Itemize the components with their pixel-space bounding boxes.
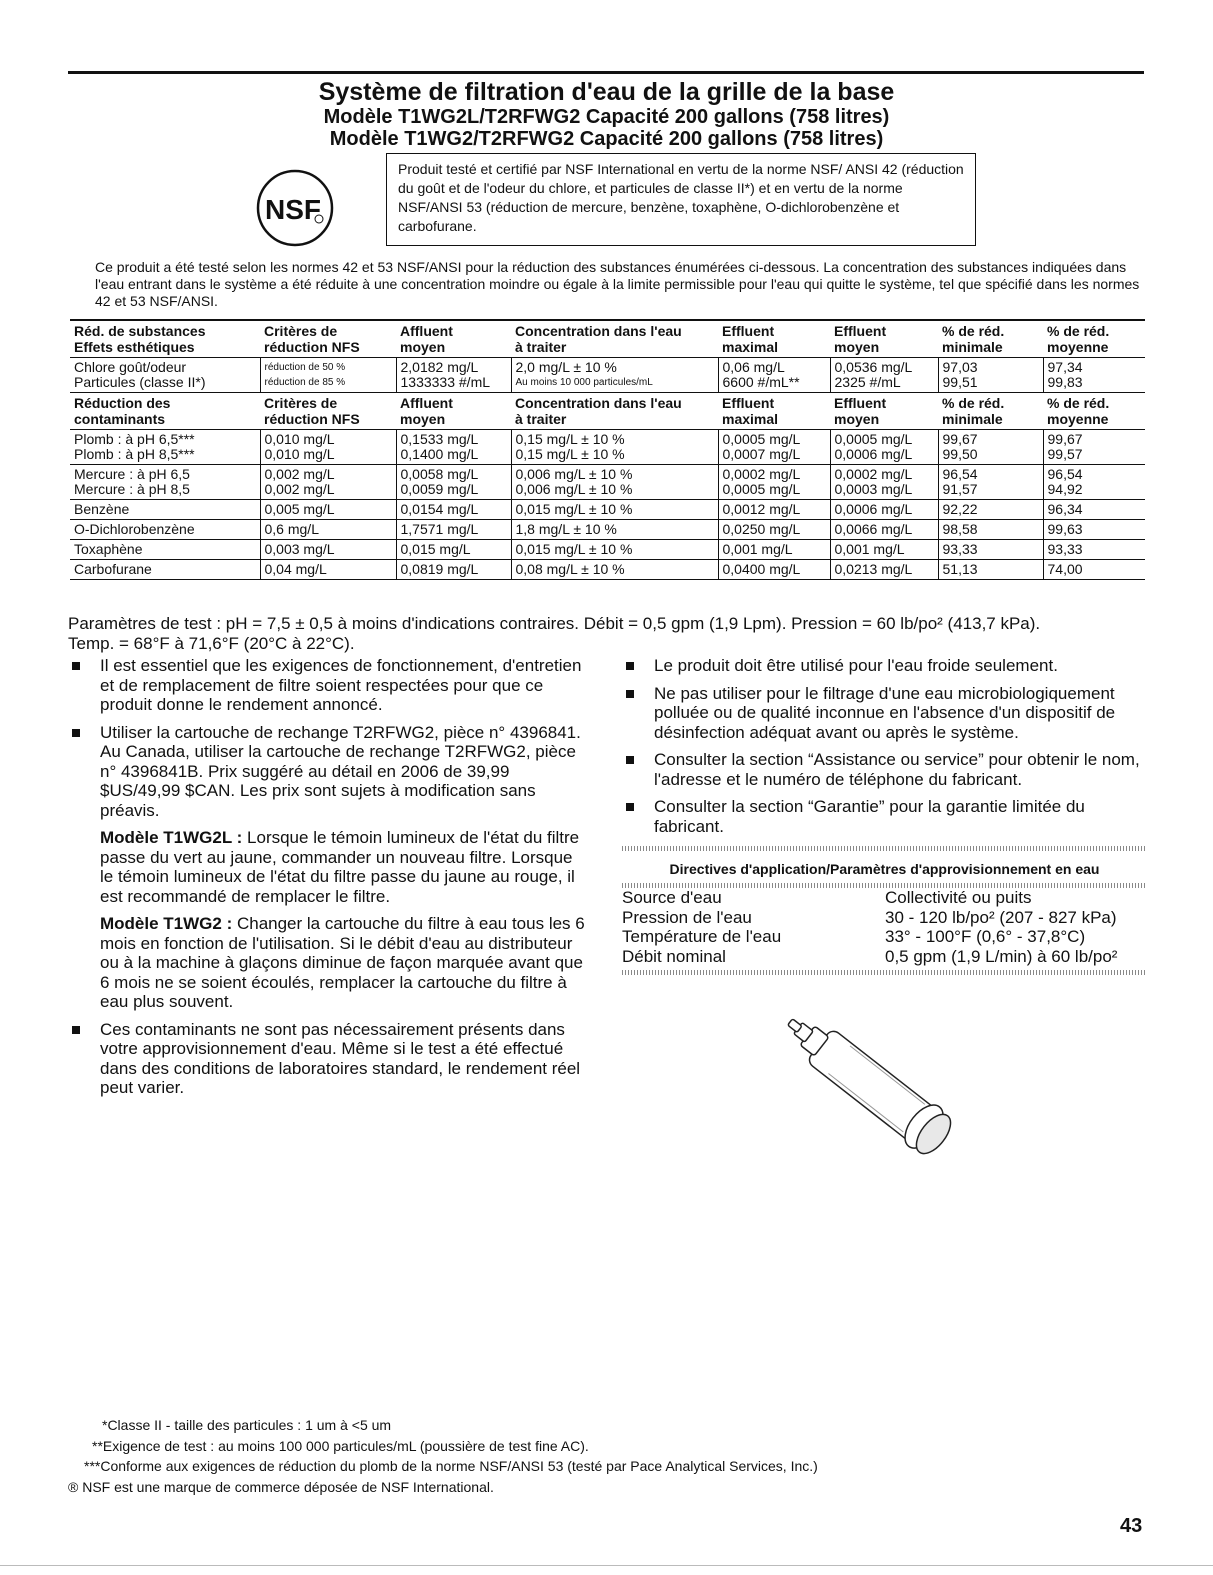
table-cell: Carbofurane	[70, 560, 260, 580]
bullet-icon	[626, 690, 634, 698]
table-cell: Mercure : à pH 6,5 Mercure : à pH 8,5	[70, 465, 260, 500]
table-cell: 0,0006 mg/L	[830, 500, 938, 520]
header-cell: Concentration dans l'eau à traiter	[511, 320, 718, 358]
table-cell: 2,0 mg/L ± 10 % Au moins 10 000 particules/mL	[511, 358, 718, 393]
table-cell: Benzène	[70, 500, 260, 520]
table-row	[70, 560, 1145, 580]
table-cell: 0,0819 mg/L	[396, 560, 511, 580]
table-row	[70, 500, 1145, 520]
bullet-icon	[72, 1026, 80, 1034]
table-cell: 0,015 mg/L ± 10 %	[511, 500, 718, 520]
table-cell: 0,0058 mg/L 0,0059 mg/L	[396, 465, 511, 500]
directive-row: Température de l'eau 33° - 100°F (0,6° - 37,8°C)	[622, 927, 1086, 946]
bottom-rule	[0, 1565, 1213, 1566]
table-cell: Toxaphène	[70, 540, 260, 560]
table-cell: 0,0536 mg/L 2325 #/mL	[830, 358, 938, 393]
title-block	[0, 78, 1213, 150]
table-cell: 96,34	[1043, 500, 1145, 520]
bullet-icon	[626, 662, 634, 670]
table-row	[70, 358, 1145, 393]
table-cell: 99,63	[1043, 520, 1145, 540]
nsf-logo-text: NSF	[265, 194, 321, 225]
table-header-row	[70, 320, 1145, 358]
test-params-line-1: Paramètres de test : pH = 7,5 ± 0,5 à moins d'indications contraires. Débit = 0,5 gpm (1,9 Lpm). Pression = 60 lb/po² (413,7 kPa).	[68, 614, 1041, 633]
header-cell: Affluent moyen	[400, 395, 453, 427]
footnote-1: *Classe II - taille des particules : 1 um à <5 um	[102, 1417, 392, 1433]
table-row	[70, 520, 1145, 540]
table-cell: 0,0002 mg/L 0,0003 mg/L	[830, 465, 938, 500]
table-cell: Plomb : à pH 6,5*** Plomb : à pH 8,5***	[70, 430, 260, 465]
table-cell: 0,0066 mg/L	[830, 520, 938, 540]
table-cell: 0,04 mg/L	[260, 560, 396, 580]
table-cell: 0,001 mg/L	[718, 540, 830, 560]
table-cell: 2,0182 mg/L 1333333 #/mL	[396, 358, 511, 393]
footnotes	[68, 1415, 1068, 1497]
table-cell: 0,015 mg/L ± 10 %	[511, 540, 718, 560]
directive-row: Débit nominal 0,5 gpm (1,9 L/min) à 60 lb/po²	[622, 946, 1118, 966]
table-cell: 0,06 mg/L 6600 #/mL**	[718, 358, 830, 393]
header-cell: Affluent moyen	[396, 320, 511, 358]
header-cell: % de réd. moyenne	[1047, 395, 1110, 427]
table-cell: 99,67 99,50	[938, 430, 1043, 465]
list-item: Consulter la section “Garantie” pour la garantie limitée du fabricant.	[622, 797, 1147, 836]
table-cell: 0,010 mg/L 0,010 mg/L	[260, 430, 396, 465]
hatch-divider	[622, 970, 1147, 975]
table-cell: 92,22	[938, 500, 1043, 520]
table-cell: 0,003 mg/L	[260, 540, 396, 560]
filter-cartridge-illustration	[760, 1012, 990, 1162]
header-cell: % de réd. minimale	[938, 320, 1043, 358]
table-cell: 0,001 mg/L	[830, 540, 938, 560]
table-cell: 97,34 99,83	[1043, 358, 1145, 393]
table-cell: O-Dichlorobenzène	[70, 520, 260, 540]
table-cell: 0,0250 mg/L	[718, 520, 830, 540]
model-t1wg2-note: Modèle T1WG2 : Changer la cartouche du filtre à eau tous les 6 mois en fonction de l'utilisation. Si le débit d'eau au distributeur ou à la machine à glaçons diminue de façon marquée avant que 6 mois ne se soient écoulés, remplacer la cartouche du filtre à eau plus souvent.	[100, 914, 585, 1011]
directives-block	[622, 846, 1147, 975]
bullet-icon	[626, 756, 634, 764]
footnote-3: ***Conforme aux exigences de réduction du plomb de la norme NSF/ANSI 53 (testé par Pace Analytical Services, Inc.)	[84, 1458, 818, 1474]
list-item: Il est essentiel que les exigences de fonctionnement, d'entretien et de remplacement de filtre soient respectées pour que ce produit donne le rendement annoncé.	[68, 656, 588, 715]
table-cell: 96,54 94,92	[1043, 465, 1145, 500]
footnote-2: **Exigence de test : au moins 100 000 particules/mL (poussière de test fine AC).	[92, 1437, 589, 1454]
table-cell: 0,006 mg/L ± 10 % 0,006 mg/L ± 10 %	[511, 465, 718, 500]
top-rule	[68, 71, 1144, 74]
header-cell: Effluent maximal	[718, 320, 830, 358]
table-cell: 0,08 mg/L ± 10 %	[511, 560, 718, 580]
directive-row: Source d'eau Collectivité ou puits	[622, 888, 1032, 907]
table-cell: 1,8 mg/L ± 10 %	[511, 520, 718, 540]
directive-row: Pression de l'eau 30 - 120 lb/po² (207 - 827 kPa)	[622, 907, 1117, 927]
bullet-icon	[72, 662, 80, 670]
header-cell: % de réd. moyenne	[1043, 320, 1145, 358]
table-cell: 0,1533 mg/L 0,1400 mg/L	[396, 430, 511, 465]
table-cell: 0,15 mg/L ± 10 % 0,15 mg/L ± 10 %	[511, 430, 718, 465]
table-cell: 0,0002 mg/L 0,0005 mg/L	[718, 465, 830, 500]
table-cell: 96,54 91,57	[938, 465, 1043, 500]
header-cell: Critères de réduction NFS	[264, 395, 360, 427]
header-cell: Effluent moyen	[830, 320, 938, 358]
table-cell: 0,005 mg/L	[260, 500, 396, 520]
right-column	[622, 656, 1147, 844]
left-column	[68, 656, 588, 1106]
table-cell: 93,33	[938, 540, 1043, 560]
bullet-icon	[626, 803, 634, 811]
table-cell: 51,13	[938, 560, 1043, 580]
nsf-certification-box: Produit testé et certifié par NSF International en vertu de la norme NSF/ ANSI 42 (réduction du goût et de l'odeur du chlore, et particules de classe II*) et en vertu de la norme NSF/ANSI 53 (réduction de mercure, benzène, toxaphène, O-dichlorobenzène et carbofurane.	[386, 153, 976, 246]
header-cell: % de réd. minimale	[942, 395, 1005, 427]
list-item: Le produit doit être utilisé pour l'eau froide seulement.	[622, 656, 1147, 676]
table-cell: 98,58	[938, 520, 1043, 540]
directives-rows	[622, 888, 1147, 966]
table-row	[70, 540, 1145, 560]
table-cell: 0,0154 mg/L	[396, 500, 511, 520]
header-cell: Réduction des contaminants	[74, 395, 171, 427]
test-params-line-2: Temp. = 68°F à 71,6°F (20°C à 22°C).	[68, 634, 355, 653]
nsf-logo-icon	[255, 168, 335, 248]
bullet-icon	[72, 729, 80, 737]
list-item: Utiliser la cartouche de rechange T2RFWG2, pièce n° 4396841. Au Canada, utiliser la cartouche de rechange T2RFWG2, pièce n° 4396841B. Prix suggéré au détail en 2006 de 39,99 $US/49,99 $CAN. Les prix sont sujets à modification sans préavis.	[68, 723, 588, 821]
list-item: Ces contaminants ne sont pas nécessairement présents dans votre approvisionnement d'eau. Même si le test a été effectué dans des conditions de laboratoires standard, le rendement réel peut varier.	[68, 1020, 588, 1098]
table-header-row	[70, 393, 1145, 430]
table-cell: Chlore goût/odeur Particules (classe II*)	[70, 358, 260, 393]
test-parameters	[68, 614, 1148, 654]
header-cell: Concentration dans l'eau à traiter	[515, 395, 682, 427]
table-cell: 1,7571 mg/L	[396, 520, 511, 540]
header-cell: Critères de réduction NFS	[260, 320, 396, 358]
header-cell: Effluent moyen	[834, 395, 887, 427]
list-item: Ne pas utiliser pour le filtrage d'une eau microbiologiquement polluée ou de qualité inconnue en l'absence d'un dispositif de désinfection adéquat avant ou après le système.	[622, 684, 1147, 743]
table-cell: 0,0005 mg/L 0,0006 mg/L	[830, 430, 938, 465]
page-title: Système de filtration d'eau de la grille de la base	[318, 78, 895, 106]
page-number: 43	[1120, 1515, 1143, 1537]
table-cell: 0,002 mg/L 0,002 mg/L	[260, 465, 396, 500]
intro-paragraph: Ce produit a été testé selon les normes 42 et 53 NSF/ANSI pour la réduction des substances énumérées ci-dessous. La concentration des substances indiquées dans l'eau entrant dans le système a été réduite à une concentration moindre ou égale à la limite permissible pour l'eau qui quitte le système, tel que spécifié dans les normes 42 et 53 NSF/ANSI.	[95, 259, 1140, 309]
table-cell: 0,0012 mg/L	[718, 500, 830, 520]
table-row	[70, 430, 1145, 465]
table-row	[70, 465, 1145, 500]
table-cell: 0,015 mg/L	[396, 540, 511, 560]
table-cell: 0,0005 mg/L 0,0007 mg/L	[718, 430, 830, 465]
model-line-2: Modèle T1WG2/T2RFWG2 Capacité 200 gallons (758 litres)	[329, 128, 884, 150]
table-cell: 93,33	[1043, 540, 1145, 560]
header-cell: Effluent maximal	[722, 395, 779, 427]
table-cell: 74,00	[1043, 560, 1145, 580]
table-cell: 0,6 mg/L	[260, 520, 396, 540]
table-cell: 97,03 99,51	[938, 358, 1043, 393]
header-cell: Réd. de substances Effets esthétiques	[70, 320, 260, 358]
performance-table	[70, 319, 1145, 580]
table-cell: 99,67 99,57	[1043, 430, 1145, 465]
list-item: Consulter la section “Assistance ou service” pour obtenir le nom, l'adresse et le numéro de téléphone du fabricant.	[622, 750, 1147, 789]
table-cell: réduction de 50 % réduction de 85 %	[260, 358, 396, 393]
footnote-4: ® NSF est une marque de commerce déposée de NSF International.	[68, 1478, 494, 1495]
directives-title: Directives d'application/Paramètres d'approvisionnement en eau	[669, 861, 1100, 877]
model-line-1: Modèle T1WG2L/T2RFWG2 Capacité 200 gallons (758 litres)	[323, 106, 890, 128]
table-cell: 0,0213 mg/L	[830, 560, 938, 580]
table-cell: 0,0400 mg/L	[718, 560, 830, 580]
model-t1wg2l-note: Modèle T1WG2L : Lorsque le témoin lumineux de l'état du filtre passe du vert au jaune, commander un nouveau filtre. Lorsque le témoin lumineux de l'état du filtre passe du jaune au rouge, il est recommandé de remplacer le filtre.	[100, 828, 580, 906]
